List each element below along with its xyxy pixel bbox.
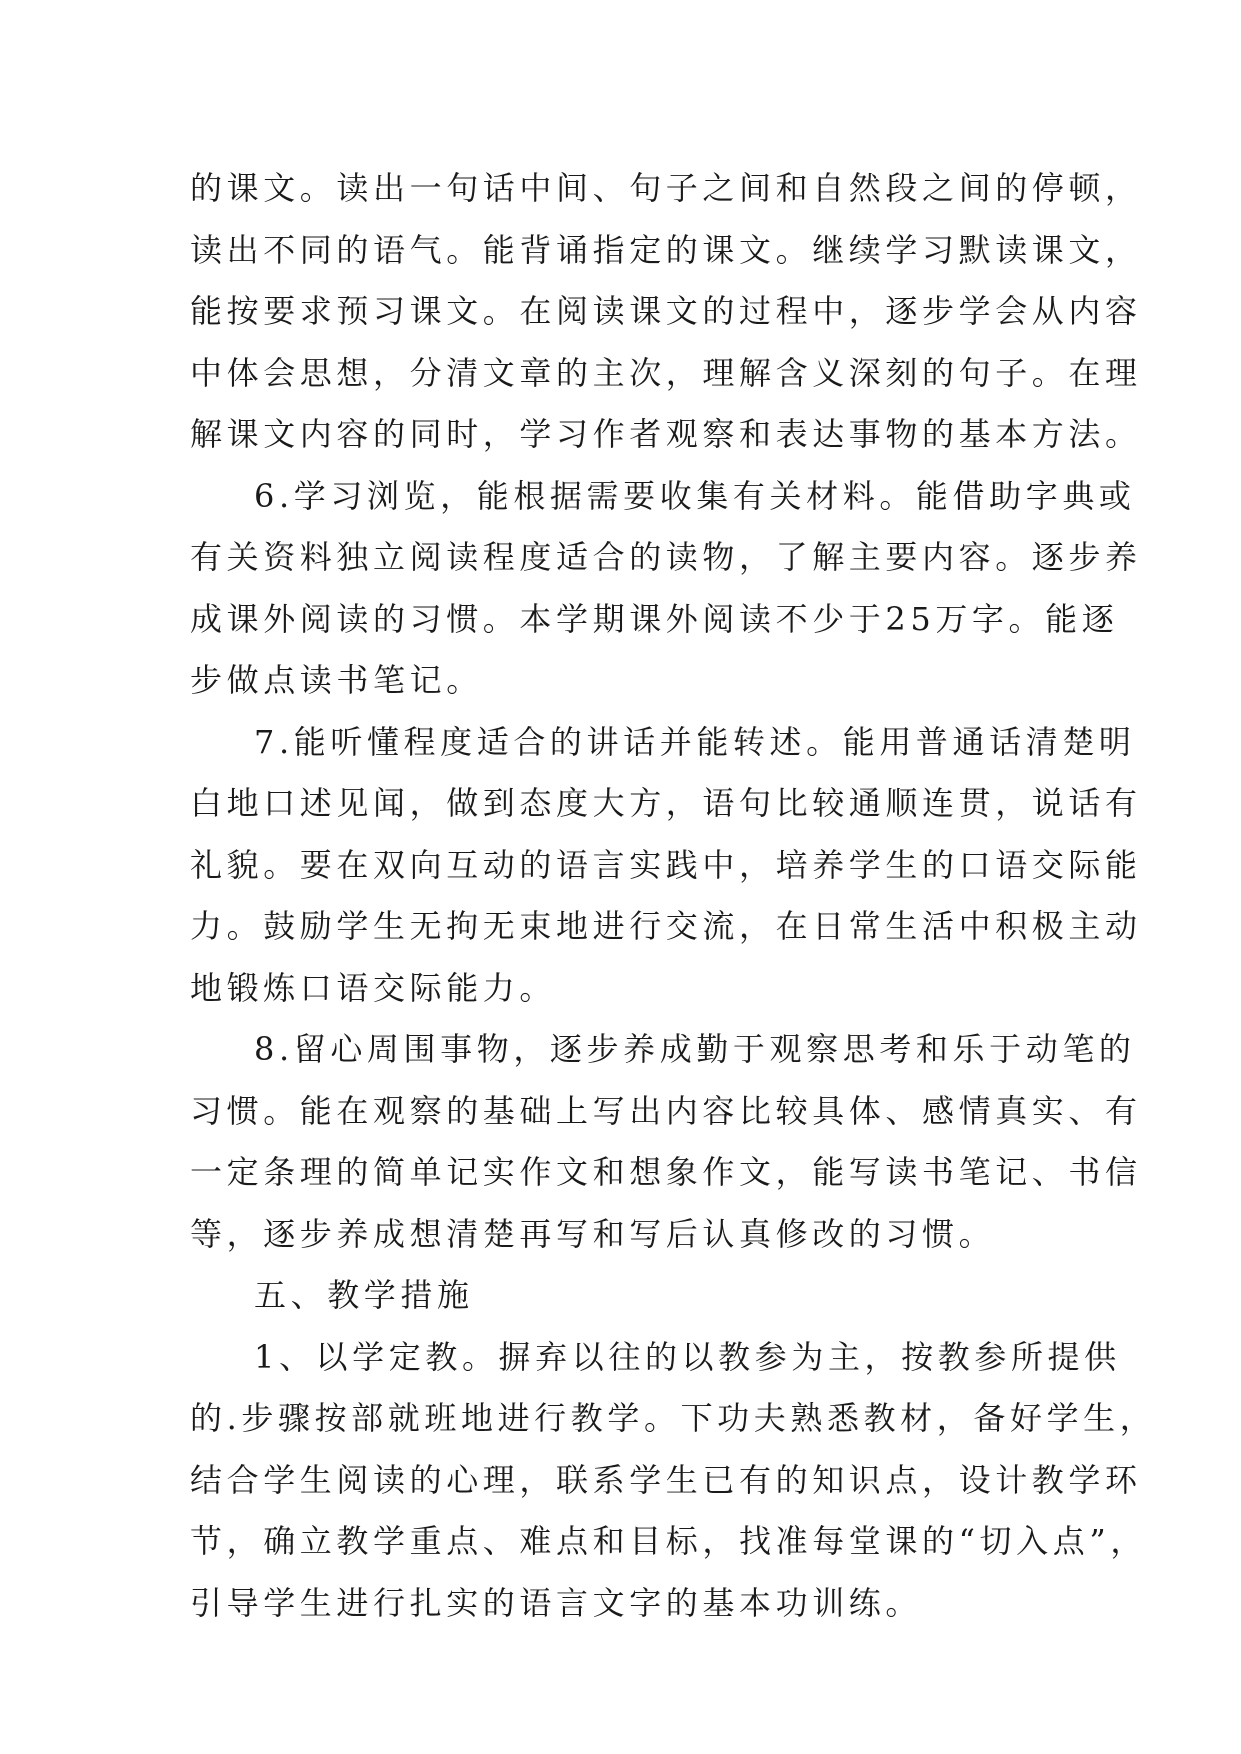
text-line: 地锻炼口语交际能力。 — [190, 968, 557, 1007]
text-line: 白地口述见闻，做到态度大方，语句比较通顺连贯，说话有 — [190, 784, 1142, 822]
text-line: 引导学生进行扎实的语言文字的基本功训练。 — [190, 1583, 923, 1622]
text-line: 礼貌。要在双向互动的语言实践中，培养学生的口语交际能 — [190, 845, 1142, 884]
text-line: 一定条理的简单记实作文和想象作文，能写读书笔记、书信 — [190, 1153, 1142, 1191]
paragraph-start-line: 8.留心周围事物，逐步养成勤于观察思考和乐于动笔的 — [254, 1030, 1136, 1068]
text-line: 解课文内容的同时，学习作者观察和表达事物的基本方法。 — [190, 415, 1142, 453]
text-line: 节，确立教学重点、难点和目标，找准每堂课的“切入点”， — [190, 1522, 1147, 1560]
paragraph-start-line: 1、以学定教。摒弃以往的以教参为主，按教参所提供 — [254, 1337, 1121, 1376]
paragraph-start-line: 6.学习浏览，能根据需要收集有关材料。能借助字典或 — [254, 476, 1136, 515]
text-line: 力。鼓励学生无拘无束地进行交流，在日常生活中积极主动 — [190, 907, 1142, 945]
text-line: 有关资料独立阅读程度适合的读物，了解主要内容。逐步养 — [190, 538, 1142, 576]
text-line: 结合学生阅读的心理，联系学生已有的知识点，设计教学环 — [190, 1460, 1142, 1499]
text-line: 的课文。读出一句话中间、句子之间和自然段之间的停顿， — [190, 169, 1142, 207]
text-line: 成课外阅读的习惯。本学期课外阅读不少于25万字。能逐 — [190, 599, 1119, 638]
text-line: 习惯。能在观察的基础上写出内容比较具体、感情真实、有 — [190, 1091, 1142, 1130]
text-line: 能按要求预习课文。在阅读课文的过程中，逐步学会从内容 — [190, 292, 1142, 330]
paragraph-start-line: 7.能听懂程度适合的讲话并能转述。能用普通话清楚明 — [254, 722, 1136, 761]
text-line: 中体会思想，分清文章的主次，理解含义深刻的句子。在理 — [190, 353, 1142, 392]
text-line: 的.步骤按部就班地进行教学。下功夫熟悉教材，备好学生， — [190, 1399, 1157, 1437]
section-heading: 五、教学措施 — [254, 1276, 474, 1314]
text-line: 步做点读书笔记。 — [190, 661, 483, 699]
document-body — [190, 158, 1157, 1634]
text-line: 等，逐步养成想清楚再写和写后认真修改的习惯。 — [190, 1214, 996, 1253]
text-line: 读出不同的语气。能背诵指定的课文。继续学习默读课文， — [190, 230, 1142, 269]
